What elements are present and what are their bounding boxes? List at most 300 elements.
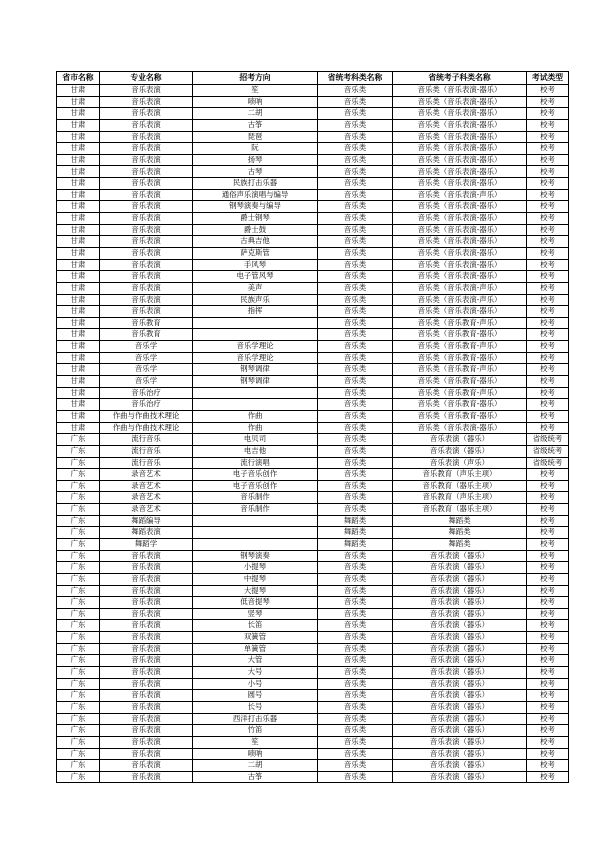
cell-category: 音乐类 xyxy=(318,422,393,434)
cell-subcategory: 音乐类（音乐表演-器乐） xyxy=(393,247,527,259)
cell-exam-type: 校考 xyxy=(527,224,569,236)
table-row xyxy=(57,329,569,341)
cell-direction: 音乐制作 xyxy=(193,504,318,516)
cell-direction: 钢琴演奏与编导 xyxy=(193,201,318,213)
cell-major: 录音艺术 xyxy=(100,504,193,516)
cell-subcategory: 音乐表演（器乐） xyxy=(393,701,527,713)
cell-exam-type: 校考 xyxy=(527,597,569,609)
cell-direction xyxy=(193,387,318,399)
cell-province: 甘肃 xyxy=(57,282,100,294)
header-subcategory: 省统考子科类名称 xyxy=(393,72,527,85)
table-row xyxy=(57,434,569,446)
table-row xyxy=(57,457,569,469)
table-row xyxy=(57,282,569,294)
cell-province: 甘肃 xyxy=(57,131,100,143)
cell-direction: 长号 xyxy=(193,701,318,713)
cell-province: 广东 xyxy=(57,445,100,457)
header-exam-type: 考试类型 xyxy=(527,72,569,85)
cell-category: 音乐类 xyxy=(318,96,393,108)
cell-direction: 圆号 xyxy=(193,690,318,702)
cell-major: 音乐表演 xyxy=(100,306,193,318)
cell-exam-type: 校考 xyxy=(527,282,569,294)
cell-exam-type: 校考 xyxy=(527,96,569,108)
table-row xyxy=(57,538,569,550)
cell-category: 音乐类 xyxy=(318,457,393,469)
cell-direction: 中提琴 xyxy=(193,573,318,585)
cell-province: 广东 xyxy=(57,492,100,504)
cell-major: 舞蹈表演 xyxy=(100,527,193,539)
cell-province: 广东 xyxy=(57,550,100,562)
cell-direction: 大管 xyxy=(193,655,318,667)
cell-subcategory: 音乐类（音乐教育-器乐） xyxy=(393,352,527,364)
cell-province: 甘肃 xyxy=(57,96,100,108)
table-row xyxy=(57,85,569,97)
cell-direction: 唢呐 xyxy=(193,96,318,108)
cell-province: 甘肃 xyxy=(57,213,100,225)
cell-subcategory: 音乐表演（器乐） xyxy=(393,655,527,667)
cell-subcategory: 音乐类（音乐表演-器乐） xyxy=(393,119,527,131)
cell-subcategory: 音乐类（音乐表演-器乐） xyxy=(393,259,527,271)
cell-direction: 低音提琴 xyxy=(193,597,318,609)
cell-major: 音乐表演 xyxy=(100,655,193,667)
table-row xyxy=(57,119,569,131)
cell-direction: 民族声乐 xyxy=(193,294,318,306)
cell-subcategory: 音乐表演（器乐） xyxy=(393,562,527,574)
cell-province: 甘肃 xyxy=(57,364,100,376)
cell-subcategory: 音乐表演（器乐） xyxy=(393,643,527,655)
cell-category: 音乐类 xyxy=(318,736,393,748)
cell-category: 音乐类 xyxy=(318,108,393,120)
cell-province: 广东 xyxy=(57,597,100,609)
cell-direction: 民族打击乐器 xyxy=(193,178,318,190)
cell-direction xyxy=(193,538,318,550)
cell-province: 甘肃 xyxy=(57,201,100,213)
cell-subcategory: 音乐类（音乐表演-器乐） xyxy=(393,306,527,318)
cell-direction: 电子音乐创作 xyxy=(193,469,318,481)
cell-category: 音乐类 xyxy=(318,550,393,562)
cell-category: 音乐类 xyxy=(318,562,393,574)
table-row xyxy=(57,515,569,527)
cell-category: 音乐类 xyxy=(318,189,393,201)
cell-major: 舞蹈编导 xyxy=(100,515,193,527)
cell-direction: 扬琴 xyxy=(193,154,318,166)
cell-major: 音乐表演 xyxy=(100,119,193,131)
cell-subcategory: 音乐类（音乐教育-声乐） xyxy=(393,387,527,399)
cell-direction: 二胡 xyxy=(193,108,318,120)
cell-subcategory: 音乐类（音乐表演-器乐） xyxy=(393,271,527,283)
cell-exam-type: 校考 xyxy=(527,538,569,550)
cell-direction: 电子音乐创作 xyxy=(193,480,318,492)
cell-major: 流行音乐 xyxy=(100,434,193,446)
cell-major: 舞蹈学 xyxy=(100,538,193,550)
table-row xyxy=(57,166,569,178)
cell-major: 音乐表演 xyxy=(100,562,193,574)
cell-exam-type: 校考 xyxy=(527,643,569,655)
cell-major: 音乐表演 xyxy=(100,643,193,655)
cell-category: 音乐类 xyxy=(318,224,393,236)
cell-category: 音乐类 xyxy=(318,585,393,597)
cell-exam-type: 校考 xyxy=(527,562,569,574)
cell-province: 甘肃 xyxy=(57,143,100,155)
cell-major: 音乐表演 xyxy=(100,189,193,201)
cell-category: 舞蹈类 xyxy=(318,538,393,550)
cell-province: 甘肃 xyxy=(57,271,100,283)
cell-major: 音乐表演 xyxy=(100,108,193,120)
cell-province: 甘肃 xyxy=(57,236,100,248)
cell-province: 广东 xyxy=(57,655,100,667)
table-row xyxy=(57,771,569,783)
table-row xyxy=(57,736,569,748)
cell-major: 音乐表演 xyxy=(100,236,193,248)
cell-exam-type: 校考 xyxy=(527,376,569,388)
cell-exam-type: 校考 xyxy=(527,85,569,97)
table-row xyxy=(57,760,569,772)
table-body xyxy=(57,85,569,783)
cell-direction xyxy=(193,515,318,527)
table-row xyxy=(57,550,569,562)
cell-major: 音乐表演 xyxy=(100,131,193,143)
cell-subcategory: 音乐表演（器乐） xyxy=(393,713,527,725)
cell-major: 音乐表演 xyxy=(100,597,193,609)
cell-exam-type: 校考 xyxy=(527,655,569,667)
cell-province: 广东 xyxy=(57,632,100,644)
table-row xyxy=(57,690,569,702)
table-row xyxy=(57,376,569,388)
cell-exam-type: 校考 xyxy=(527,690,569,702)
cell-direction: 古筝 xyxy=(193,771,318,783)
cell-category: 音乐类 xyxy=(318,701,393,713)
cell-category: 音乐类 xyxy=(318,85,393,97)
cell-exam-type: 校考 xyxy=(527,736,569,748)
cell-major: 音乐表演 xyxy=(100,271,193,283)
cell-direction: 手风琴 xyxy=(193,259,318,271)
cell-major: 音乐表演 xyxy=(100,247,193,259)
cell-exam-type: 校考 xyxy=(527,387,569,399)
cell-category: 音乐类 xyxy=(318,690,393,702)
table-row xyxy=(57,108,569,120)
table-row xyxy=(57,189,569,201)
table-row xyxy=(57,178,569,190)
table-row xyxy=(57,259,569,271)
cell-subcategory: 音乐类（音乐表演-器乐） xyxy=(393,213,527,225)
cell-exam-type: 校考 xyxy=(527,259,569,271)
cell-province: 广东 xyxy=(57,760,100,772)
header-province: 省市名称 xyxy=(57,72,100,85)
cell-exam-type: 校考 xyxy=(527,632,569,644)
cell-major: 音乐表演 xyxy=(100,608,193,620)
table-row xyxy=(57,294,569,306)
cell-direction: 作曲 xyxy=(193,410,318,422)
cell-subcategory: 音乐表演（器乐） xyxy=(393,690,527,702)
cell-subcategory: 音乐教育（声乐主项） xyxy=(393,492,527,504)
cell-major: 录音艺术 xyxy=(100,469,193,481)
cell-major: 音乐治疗 xyxy=(100,387,193,399)
cell-category: 音乐类 xyxy=(318,294,393,306)
cell-exam-type: 校考 xyxy=(527,213,569,225)
cell-province: 广东 xyxy=(57,678,100,690)
cell-province: 广东 xyxy=(57,457,100,469)
cell-category: 音乐类 xyxy=(318,178,393,190)
cell-province: 甘肃 xyxy=(57,306,100,318)
cell-category: 音乐类 xyxy=(318,213,393,225)
cell-exam-type: 校考 xyxy=(527,119,569,131)
cell-major: 音乐学 xyxy=(100,341,193,353)
cell-subcategory: 音乐类（音乐表演-器乐） xyxy=(393,108,527,120)
cell-major: 音乐学 xyxy=(100,364,193,376)
cell-subcategory: 音乐表演（器乐） xyxy=(393,445,527,457)
cell-exam-type: 校考 xyxy=(527,294,569,306)
cell-category: 音乐类 xyxy=(318,317,393,329)
cell-subcategory: 音乐表演（器乐） xyxy=(393,573,527,585)
cell-major: 音乐学 xyxy=(100,376,193,388)
cell-province: 广东 xyxy=(57,434,100,446)
cell-exam-type: 校考 xyxy=(527,364,569,376)
cell-subcategory: 音乐类（音乐表演-器乐） xyxy=(393,201,527,213)
cell-major: 流行音乐 xyxy=(100,445,193,457)
cell-subcategory: 舞蹈类 xyxy=(393,527,527,539)
cell-province: 广东 xyxy=(57,585,100,597)
cell-category: 音乐类 xyxy=(318,655,393,667)
cell-category: 音乐类 xyxy=(318,678,393,690)
cell-subcategory: 音乐类（音乐表演-器乐） xyxy=(393,96,527,108)
cell-province: 甘肃 xyxy=(57,166,100,178)
table-row xyxy=(57,480,569,492)
cell-category: 音乐类 xyxy=(318,364,393,376)
cell-direction: 音乐学理论 xyxy=(193,341,318,353)
table-row xyxy=(57,96,569,108)
cell-exam-type: 校考 xyxy=(527,771,569,783)
cell-subcategory: 音乐类（音乐表演-器乐） xyxy=(393,422,527,434)
table-row xyxy=(57,271,569,283)
cell-exam-type: 校考 xyxy=(527,306,569,318)
table-row xyxy=(57,504,569,516)
cell-category: 音乐类 xyxy=(318,341,393,353)
cell-direction xyxy=(193,527,318,539)
cell-subcategory: 音乐类（音乐表演-声乐） xyxy=(393,294,527,306)
cell-province: 广东 xyxy=(57,736,100,748)
table-header-row xyxy=(57,72,569,85)
cell-direction: 爵士钢琴 xyxy=(193,213,318,225)
table-row xyxy=(57,143,569,155)
cell-category: 音乐类 xyxy=(318,143,393,155)
cell-subcategory: 舞蹈类 xyxy=(393,538,527,550)
cell-province: 甘肃 xyxy=(57,387,100,399)
cell-category: 音乐类 xyxy=(318,352,393,364)
cell-subcategory: 音乐类（音乐表演-声乐） xyxy=(393,282,527,294)
cell-direction: 电贝司 xyxy=(193,434,318,446)
cell-subcategory: 音乐类（音乐表演-器乐） xyxy=(393,236,527,248)
cell-exam-type: 校考 xyxy=(527,469,569,481)
cell-direction xyxy=(193,329,318,341)
cell-direction: 流行演唱 xyxy=(193,457,318,469)
cell-category: 音乐类 xyxy=(318,771,393,783)
cell-exam-type: 校考 xyxy=(527,131,569,143)
cell-province: 甘肃 xyxy=(57,317,100,329)
cell-major: 音乐学 xyxy=(100,352,193,364)
cell-major: 流行音乐 xyxy=(100,457,193,469)
table-row xyxy=(57,213,569,225)
cell-subcategory: 音乐表演（器乐） xyxy=(393,748,527,760)
cell-major: 音乐表演 xyxy=(100,748,193,760)
cell-major: 音乐表演 xyxy=(100,282,193,294)
admissions-table xyxy=(56,71,569,783)
cell-subcategory: 音乐表演（器乐） xyxy=(393,725,527,737)
cell-subcategory: 舞蹈类 xyxy=(393,515,527,527)
cell-exam-type: 校考 xyxy=(527,492,569,504)
cell-major: 音乐教育 xyxy=(100,329,193,341)
cell-subcategory: 音乐类（音乐表演-器乐） xyxy=(393,131,527,143)
cell-subcategory: 音乐类（音乐表演-声乐） xyxy=(393,189,527,201)
cell-direction: 笙 xyxy=(193,85,318,97)
cell-direction: 电子管风琴 xyxy=(193,271,318,283)
table-row xyxy=(57,445,569,457)
cell-direction: 古典吉他 xyxy=(193,236,318,248)
table-row xyxy=(57,562,569,574)
cell-major: 音乐表演 xyxy=(100,585,193,597)
cell-category: 音乐类 xyxy=(318,725,393,737)
cell-province: 广东 xyxy=(57,480,100,492)
cell-major: 音乐表演 xyxy=(100,713,193,725)
cell-exam-type: 校考 xyxy=(527,329,569,341)
cell-province: 广东 xyxy=(57,667,100,679)
table-row xyxy=(57,387,569,399)
cell-category: 音乐类 xyxy=(318,247,393,259)
cell-province: 甘肃 xyxy=(57,119,100,131)
cell-category: 音乐类 xyxy=(318,760,393,772)
cell-province: 广东 xyxy=(57,504,100,516)
cell-major: 音乐表演 xyxy=(100,154,193,166)
cell-category: 音乐类 xyxy=(318,445,393,457)
cell-category: 音乐类 xyxy=(318,166,393,178)
cell-major: 作曲与作曲技术理论 xyxy=(100,410,193,422)
cell-province: 甘肃 xyxy=(57,341,100,353)
table-row xyxy=(57,247,569,259)
cell-category: 舞蹈类 xyxy=(318,515,393,527)
cell-direction: 竖琴 xyxy=(193,608,318,620)
table-row xyxy=(57,306,569,318)
cell-exam-type: 校考 xyxy=(527,667,569,679)
table-row xyxy=(57,701,569,713)
header-direction: 招考方向 xyxy=(193,72,318,85)
cell-exam-type: 校考 xyxy=(527,399,569,411)
table-row xyxy=(57,317,569,329)
cell-direction: 作曲 xyxy=(193,422,318,434)
cell-province: 广东 xyxy=(57,620,100,632)
cell-province: 广东 xyxy=(57,469,100,481)
table-row xyxy=(57,352,569,364)
cell-direction: 笙 xyxy=(193,736,318,748)
cell-province: 广东 xyxy=(57,713,100,725)
cell-direction: 阮 xyxy=(193,143,318,155)
cell-category: 音乐类 xyxy=(318,573,393,585)
cell-province: 广东 xyxy=(57,527,100,539)
cell-category: 音乐类 xyxy=(318,387,393,399)
cell-category: 音乐类 xyxy=(318,748,393,760)
cell-major: 音乐治疗 xyxy=(100,399,193,411)
cell-category: 音乐类 xyxy=(318,492,393,504)
cell-province: 甘肃 xyxy=(57,294,100,306)
cell-subcategory: 音乐类（音乐表演-器乐） xyxy=(393,85,527,97)
cell-major: 音乐表演 xyxy=(100,213,193,225)
cell-category: 音乐类 xyxy=(318,329,393,341)
cell-major: 音乐表演 xyxy=(100,701,193,713)
table-row xyxy=(57,341,569,353)
cell-direction: 小号 xyxy=(193,678,318,690)
table-row xyxy=(57,469,569,481)
cell-major: 音乐表演 xyxy=(100,667,193,679)
cell-subcategory: 音乐表演（器乐） xyxy=(393,585,527,597)
cell-subcategory: 音乐教育（器乐主项） xyxy=(393,504,527,516)
cell-province: 甘肃 xyxy=(57,154,100,166)
cell-direction: 美声 xyxy=(193,282,318,294)
cell-category: 音乐类 xyxy=(318,131,393,143)
cell-province: 甘肃 xyxy=(57,178,100,190)
cell-subcategory: 音乐类（音乐教育-器乐） xyxy=(393,410,527,422)
cell-category: 音乐类 xyxy=(318,376,393,388)
cell-exam-type: 校考 xyxy=(527,713,569,725)
cell-subcategory: 音乐表演（器乐） xyxy=(393,771,527,783)
cell-subcategory: 音乐类（音乐教育-器乐） xyxy=(393,329,527,341)
cell-major: 音乐表演 xyxy=(100,294,193,306)
cell-category: 音乐类 xyxy=(318,632,393,644)
cell-major: 音乐表演 xyxy=(100,678,193,690)
cell-direction: 双簧管 xyxy=(193,632,318,644)
cell-exam-type: 省级统考 xyxy=(527,457,569,469)
cell-subcategory: 音乐类（音乐教育-声乐） xyxy=(393,341,527,353)
cell-direction: 竹笛 xyxy=(193,725,318,737)
cell-subcategory: 音乐表演（器乐） xyxy=(393,608,527,620)
cell-exam-type: 校考 xyxy=(527,504,569,516)
cell-exam-type: 校考 xyxy=(527,527,569,539)
cell-province: 甘肃 xyxy=(57,376,100,388)
cell-major: 录音艺术 xyxy=(100,492,193,504)
cell-category: 音乐类 xyxy=(318,480,393,492)
cell-province: 甘肃 xyxy=(57,259,100,271)
table-row xyxy=(57,643,569,655)
cell-province: 广东 xyxy=(57,643,100,655)
cell-exam-type: 校考 xyxy=(527,608,569,620)
cell-category: 音乐类 xyxy=(318,271,393,283)
cell-category: 舞蹈类 xyxy=(318,527,393,539)
cell-subcategory: 音乐表演（器乐） xyxy=(393,667,527,679)
cell-direction: 钢琴调律 xyxy=(193,364,318,376)
cell-province: 甘肃 xyxy=(57,189,100,201)
cell-category: 音乐类 xyxy=(318,154,393,166)
cell-exam-type: 校考 xyxy=(527,678,569,690)
table-row xyxy=(57,422,569,434)
cell-exam-type: 校考 xyxy=(527,271,569,283)
cell-province: 广东 xyxy=(57,608,100,620)
table-row xyxy=(57,364,569,376)
cell-direction: 电吉他 xyxy=(193,445,318,457)
table-row xyxy=(57,236,569,248)
table-row xyxy=(57,410,569,422)
cell-direction: 琵琶 xyxy=(193,131,318,143)
cell-subcategory: 音乐类（音乐教育-声乐） xyxy=(393,364,527,376)
cell-exam-type: 省级统考 xyxy=(527,434,569,446)
cell-category: 音乐类 xyxy=(318,399,393,411)
cell-subcategory: 音乐类（音乐教育-器乐） xyxy=(393,376,527,388)
cell-exam-type: 校考 xyxy=(527,236,569,248)
cell-major: 音乐表演 xyxy=(100,166,193,178)
table-row xyxy=(57,597,569,609)
cell-province: 甘肃 xyxy=(57,329,100,341)
cell-direction: 小提琴 xyxy=(193,562,318,574)
cell-exam-type: 校考 xyxy=(527,178,569,190)
cell-direction: 指挥 xyxy=(193,306,318,318)
cell-subcategory: 音乐类（音乐表演-器乐） xyxy=(393,154,527,166)
cell-major: 作曲与作曲技术理论 xyxy=(100,422,193,434)
